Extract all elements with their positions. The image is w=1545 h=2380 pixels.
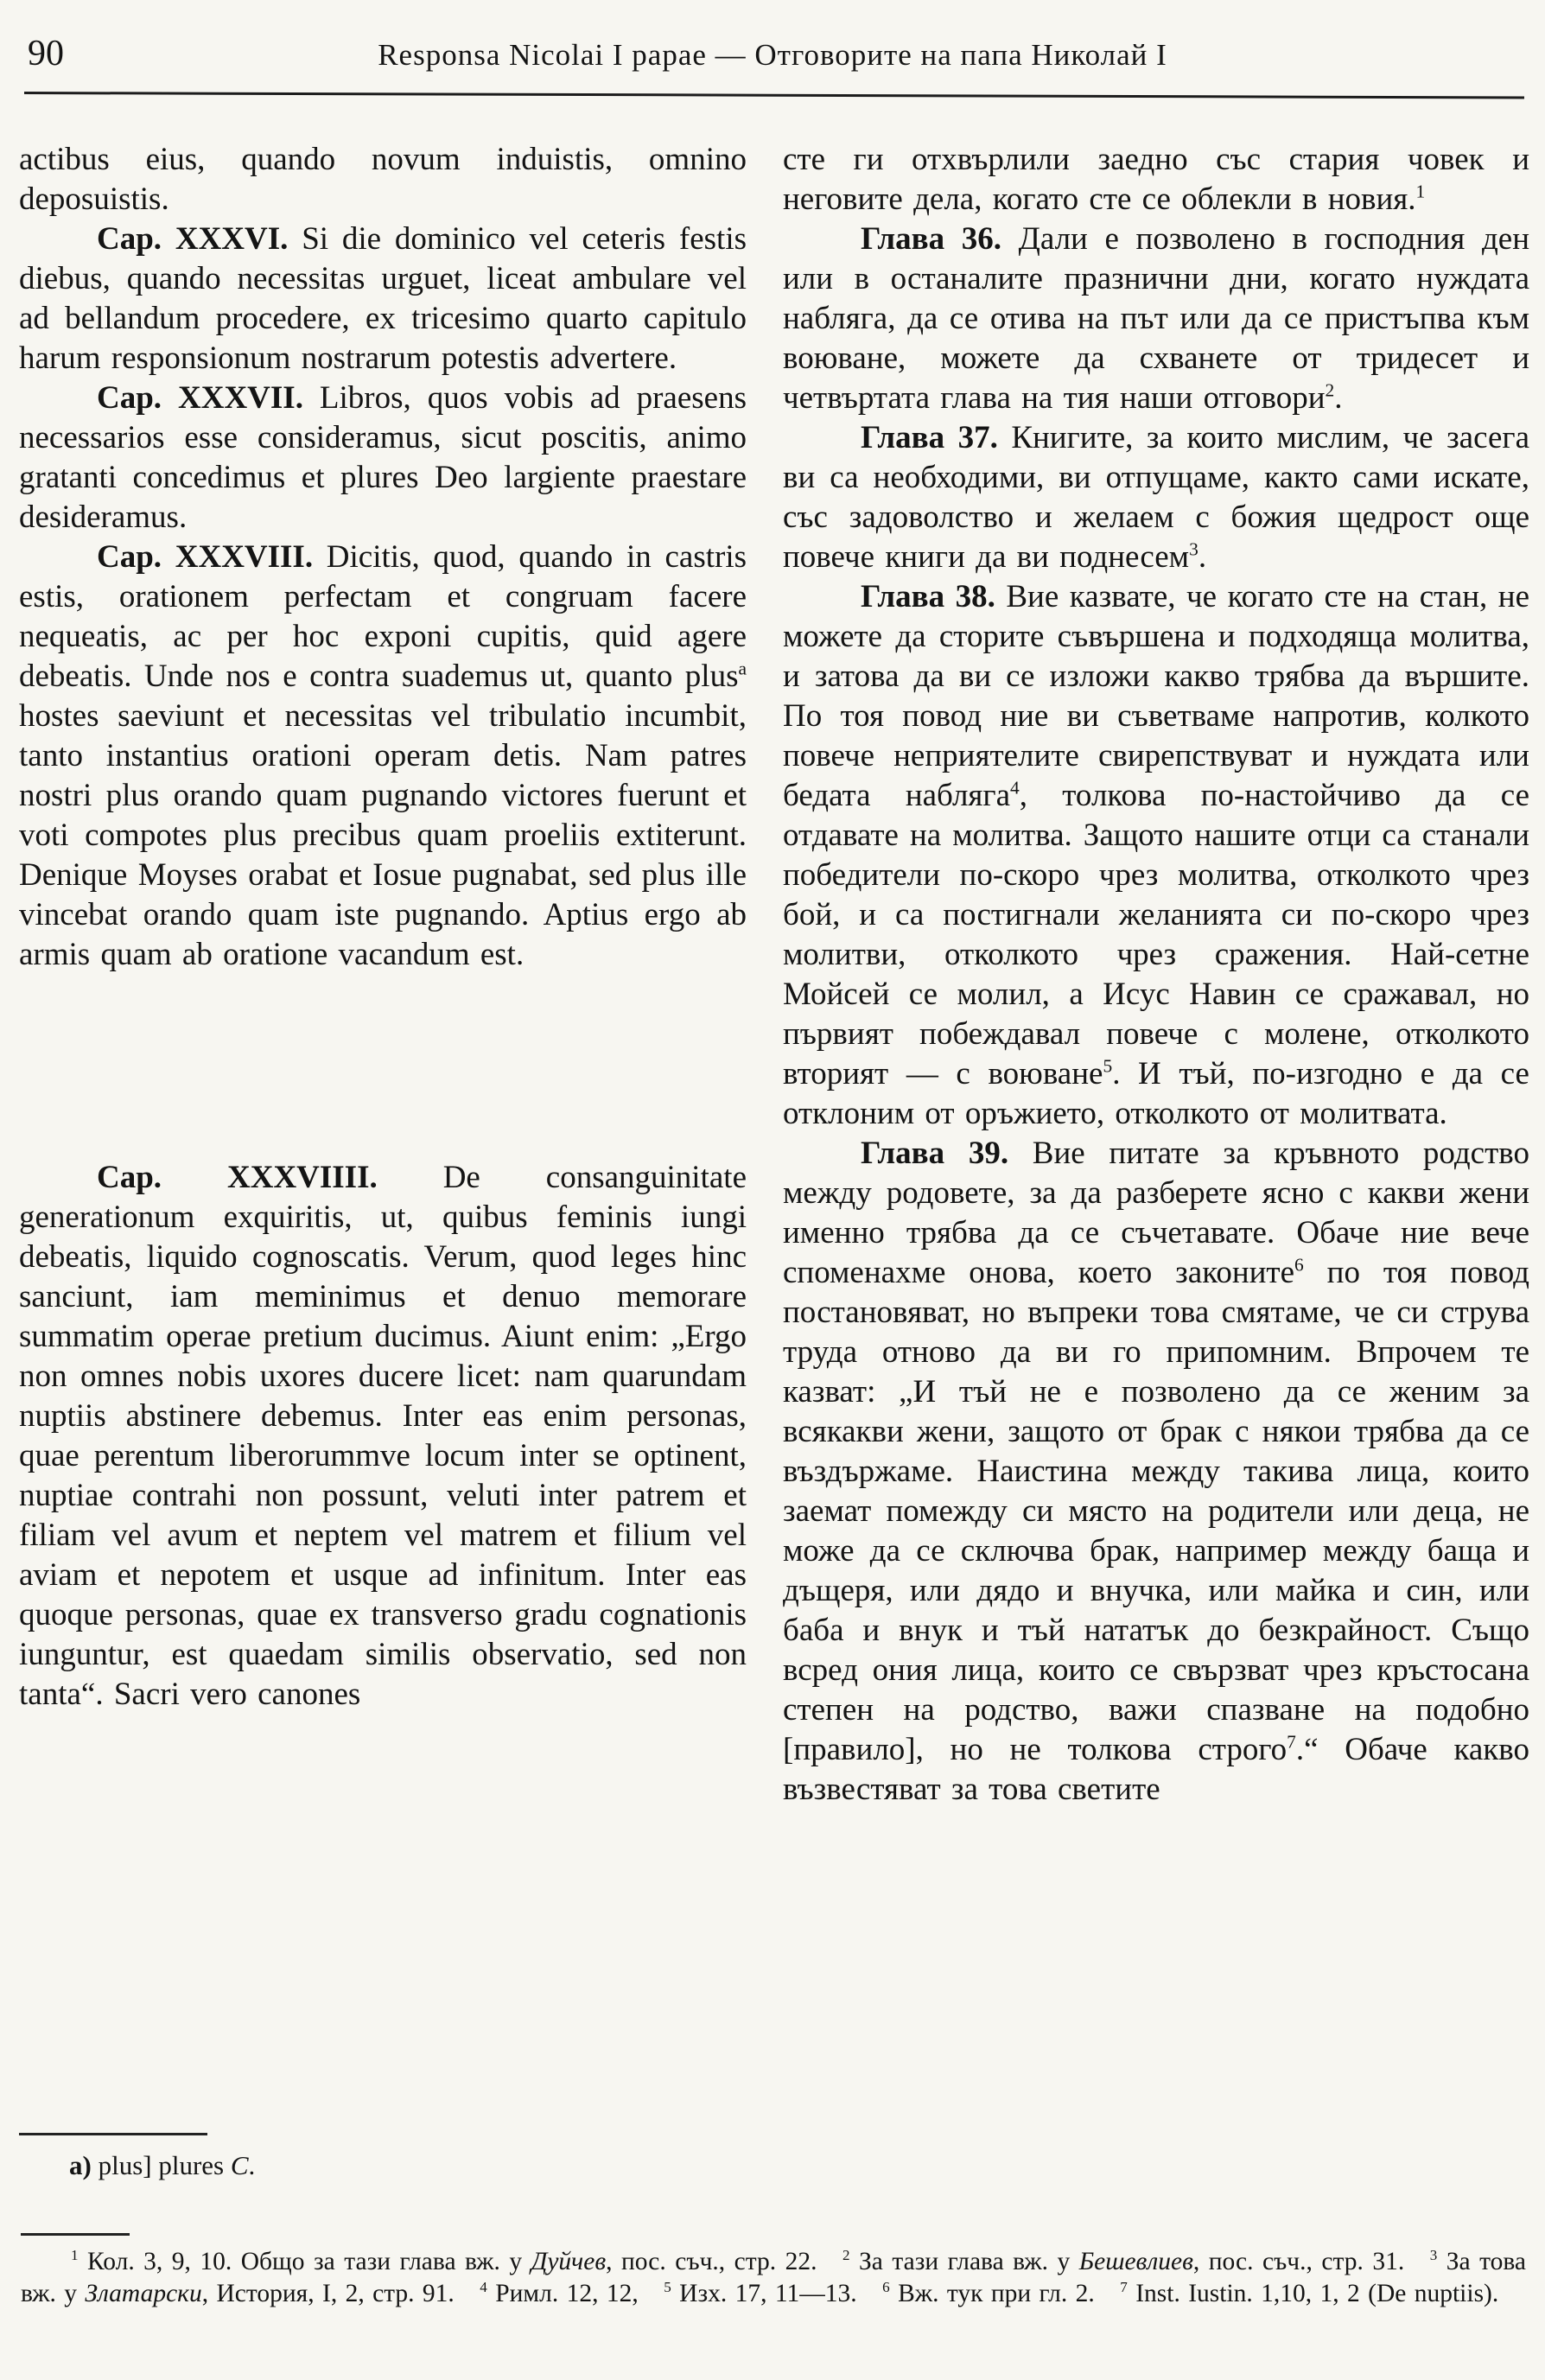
text-segment: .	[1334, 380, 1343, 416]
footnote-marker: 6	[882, 2279, 890, 2296]
text-segment: сте ги отхвърлили заедно със стария човек и неговите дела, когато сте се облекли в новия.	[783, 142, 1529, 217]
text-segment: Dicitis, quod, quando in castris estis, orationem perfectam et congruam facere nequeatis, ac per hoc exponi cupitis, quid agere debeatis. Unde nos e contra suademus ut, quanto plus	[19, 539, 747, 694]
text-segment: по тоя повод постановяват, но въпреки това смятаме, че си струва труда отново да ви го припомним. Впрочем те казват: „И тъй не е позволено да се женим за всякакви жени, защото от брак с някои трябва да се въздържаме. Наистина между такива лица, които заемат помежду си място на родители или деца, не може да се сключва брак, например между баща и дъщеря, или дядо и внучка, или майка и син, или баба и внук и тъй нататък до безкрайност. Също всред ония лица, които се свързват чрез кръстосана степен на родство, важи спазване на подобно [правило], но не толкова строго	[783, 1255, 1529, 1767]
text-segment: Libros, quos vobis ad praesens necessarios esse consideramus, sicut poscitis, animo gratanti concedimus et plures Deo largiente praestare desideramus.	[19, 380, 747, 535]
paragraph	[19, 538, 747, 975]
paragraph	[783, 577, 1529, 1134]
footnote-marker: 3	[1189, 538, 1198, 560]
footnote-marker: 5	[664, 2279, 671, 2296]
footnote-marker: 1	[71, 2247, 79, 2264]
footnote-marker: 7	[1120, 2279, 1128, 2296]
text-segment: Вие казвате, че когато сте на стан, не можете да сторите съвършена и подходяща молитва, и затова да ви се изложи какво трябва да вършите. По тоя повод ние ви съветваме напротив, колкото повече неприятелите свирепствуват и нуждата или бедата набляга	[783, 579, 1530, 813]
apparatus	[19, 2133, 749, 2182]
text-segment: Римл. 12, 12,	[486, 2280, 664, 2307]
header-rule	[24, 92, 1524, 99]
footnote-marker: 3	[1429, 2247, 1438, 2264]
text-segment: Si die dominico vel ceteris festis diebus, quando necessitas urguet, liceat ambulare vel ad bellandum procedere, ex tricesimo quarto capitulo harum responsionum nostrarum potestis advertere.	[19, 221, 747, 376]
text-segment: Бешевлиев	[1078, 2248, 1193, 2275]
bulgarian-column	[783, 140, 1529, 1810]
text-segment: , толкова по-настойчиво да се отдавате на молитва. Защото нашите отци са станали победители по-скоро чрез молитва, отколкото чрез бой, и са постигнали желанията си по-скоро чрез молитви, отколкото чрез сражения. Най-сетне Мойсей се молил, а Исус Навин се сражавал, но първият побеждавал повече с молене, отколкото вторият — с воюване	[783, 778, 1529, 1091]
text-segment: a)	[69, 2150, 92, 2180]
footnote-marker: 4	[480, 2279, 487, 2296]
footnotes	[21, 2233, 1526, 2310]
footnote-marker: a	[738, 658, 747, 679]
text-segment: Глава 39.	[861, 1136, 1009, 1171]
footnote-marker: 5	[1103, 1055, 1113, 1077]
paragraph	[783, 140, 1529, 220]
text-segment: Кол. 3, 9, 10. Общо за тази глава вж. у	[78, 2248, 531, 2275]
paragraph	[19, 2149, 749, 2182]
footnote-marker: 6	[1294, 1254, 1304, 1276]
text-segment: C	[230, 2150, 249, 2180]
running-title: Responsa Nicolai I papae — Отговорите на папа Николай I	[378, 38, 1167, 72]
footnote-marker: 1	[1415, 181, 1426, 202]
text-segment: Дуйчев	[531, 2248, 607, 2275]
text-segment: За тази глава вж. у	[849, 2248, 1079, 2275]
paragraph	[783, 220, 1529, 418]
text-segment: Inst. Iustin. 1,10, 1, 2 (De nuptiis).	[1127, 2280, 1499, 2307]
paragraph	[19, 379, 747, 538]
text-segment: , пос. съч., стр. 31.	[1192, 2248, 1430, 2275]
text-segment: Cap. XXXVIIII.	[97, 1160, 378, 1195]
footnote-block	[21, 2246, 1526, 2310]
apparatus-note	[19, 2149, 749, 2182]
paragraph	[21, 2246, 1526, 2310]
paragraph	[19, 1158, 747, 1715]
text-segment: Книгите, за които мислим, че засега ви са необходими, ви отпущаме, както сами искате, със задоволство и желаем с божия щедрост още повече книги да ви поднесем	[783, 420, 1529, 575]
text-segment: .“ Обаче какво възвестяват за това светите	[783, 1732, 1529, 1807]
text-segment: Глава 36.	[861, 221, 1001, 257]
footnote-rule	[21, 2233, 130, 2236]
text-segment: Глава 38.	[861, 579, 995, 614]
apparatus-rule	[19, 2133, 207, 2135]
text-segment: Златарски	[85, 2280, 202, 2307]
latin-column	[19, 140, 747, 1715]
page-number: 90	[28, 34, 64, 73]
text-segment: , История, I, 2, стр. 91.	[201, 2280, 480, 2307]
text-segment: .	[248, 2150, 256, 2180]
text-segment: Изх. 17, 11—13.	[671, 2280, 883, 2307]
text-segment: Cap. XXXVIII.	[97, 539, 314, 575]
text-segment: Cap. XXXVI.	[97, 221, 289, 257]
text-segment: Вж. тук при гл. 2.	[889, 2280, 1121, 2307]
footnote-marker: 2	[1325, 379, 1335, 401]
text-segment: Глава 37.	[861, 420, 998, 455]
paragraph	[19, 220, 747, 379]
text-segment: . И тъй, по-изгодно е да се отклоним от оръжието, отколкото от молитвата.	[783, 1056, 1529, 1131]
text-segment: Дали е позволено в господния ден или в останалите празнични дни, когато нуждата набляга, да се отива на път или да се пристъпва към воюване, можете да схванете от тридесет и четвъртата глава на тия наши отговори	[783, 221, 1529, 416]
footnote-marker: 2	[842, 2247, 850, 2264]
text-segment: , пос. съч., стр. 22.	[606, 2248, 842, 2275]
text-segment: De consanguinitate generationum exquiritis, ut, quibus feminis iungi debeatis, liquido cognoscatis. Verum, quod leges hinc sanciunt, iam meminimus et denuo memorare summatim operae pretium ducimus. Aiunt enim: „Ergo non omnes nobis uxores ducere licet: nam quarundam nuptiis abstinere debemus. Inter eas enim personas, quae perentum liberorummve locum inter se optinent, nuptiae contrahi non possunt, veluti inter patrem et filiam vel avum et neptem vel matrem et filium vel aviam et nepotem et usque ad infinitum. Inter eas quoque personas, quae ex transverso gradu cognationis iunguntur, est quaedam similis observatio, sed non tanta“. Sacri vero canones	[19, 1160, 747, 1712]
paragraph	[783, 418, 1529, 577]
footnote-marker: 7	[1287, 1731, 1296, 1753]
footnote-marker: 4	[1010, 777, 1020, 799]
text-segment: actibus eius, quando novum induistis, omnino deposuistis.	[19, 142, 747, 217]
text-segment: Вие питате за кръвното родство между родовете, за да разберете ясно с какви жени именно трябва да се съчетавате. Обаче ние вече споменахме онова, което законите	[783, 1136, 1529, 1290]
text-segment: За това вж. у	[21, 2248, 1526, 2307]
text-segment: .	[1198, 539, 1207, 575]
text-segment: Cap. XXXVII.	[97, 380, 303, 416]
paragraph	[19, 140, 747, 220]
text-segment: plus] plures	[91, 2150, 231, 2180]
text-segment: hostes saeviunt et necessitas vel tribulatio incumbit, tanto instantius orationi operam detis. Nam patres nostri plus orando quam pugnando victores fuerunt et voti compotes plus precibus quam proeliis extiterunt. Denique Moyses orabat et Iosue pugnabat, sed plus ille vincebat orando quam iste pugnando. Aptius ergo ab armis quam ab oratione vacandum est.	[19, 698, 747, 972]
paragraph	[783, 1134, 1529, 1810]
